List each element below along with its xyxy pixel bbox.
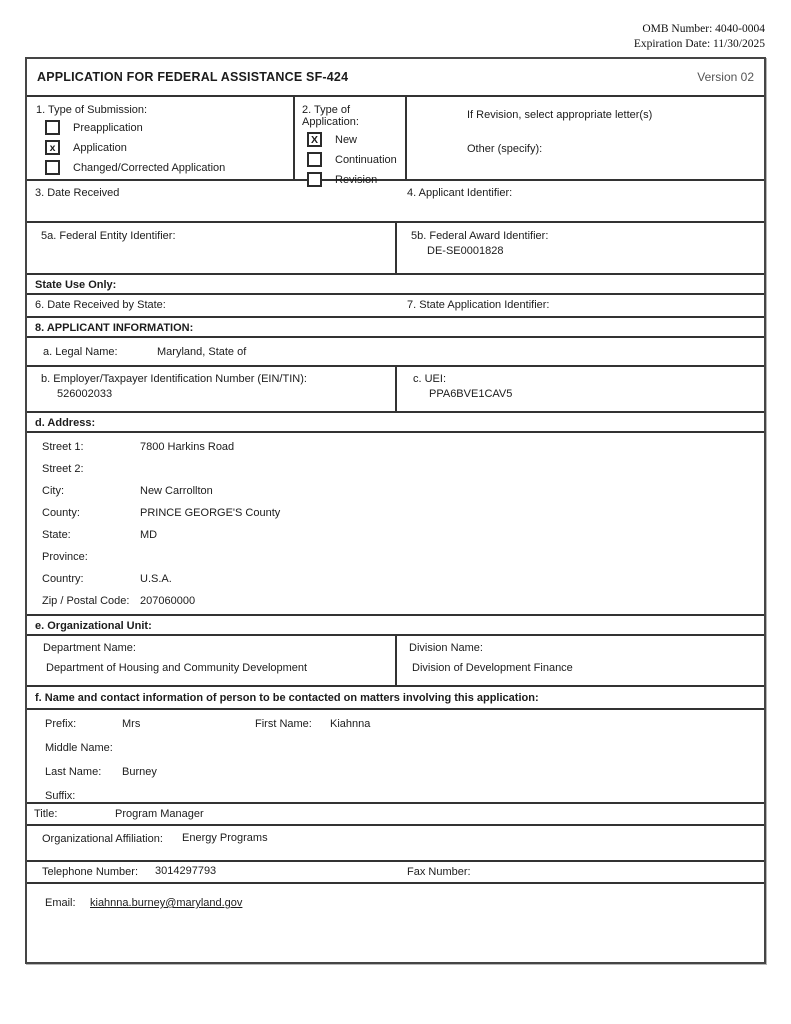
changed-corrected-checkbox[interactable] bbox=[45, 160, 60, 175]
legal-name-row bbox=[27, 338, 764, 367]
country-value[interactable]: U.S.A. bbox=[140, 573, 172, 585]
legal-name-label: a. Legal Name: bbox=[43, 346, 118, 358]
federal-award-identifier-cell[interactable] bbox=[395, 223, 764, 273]
last-name-value[interactable]: Burney bbox=[122, 766, 157, 778]
title-value[interactable]: Program Manager bbox=[115, 808, 204, 820]
uei-value[interactable]: PPA6BVE1CAV5 bbox=[429, 388, 513, 400]
org-affiliation-row bbox=[27, 826, 764, 862]
department-name-value[interactable]: Department of Housing and Community Development bbox=[46, 662, 308, 674]
address-row-country bbox=[27, 573, 764, 595]
county-value[interactable]: PRINCE GEORGE'S County bbox=[140, 507, 281, 519]
revision-label: Revision bbox=[335, 173, 378, 186]
address-row-city bbox=[27, 485, 764, 507]
country-label: Country: bbox=[42, 573, 84, 585]
email-value[interactable]: kiahnna.burney@maryland.gov bbox=[90, 897, 243, 909]
applicant-identifier-label: 4. Applicant Identifier: bbox=[407, 187, 513, 199]
form-title: APPLICATION FOR FEDERAL ASSISTANCE SF-424 bbox=[37, 70, 349, 84]
address-row-province bbox=[27, 551, 764, 573]
date-received-row bbox=[27, 181, 764, 223]
federal-entity-identifier-label: 5a. Federal Entity Identifier: bbox=[41, 230, 176, 242]
first-name-label: First Name: bbox=[255, 718, 312, 730]
division-name-label: Division Name: bbox=[409, 642, 483, 654]
address-row-zip bbox=[27, 595, 764, 617]
date-received-label: 3. Date Received bbox=[35, 187, 120, 199]
telephone-label: Telephone Number: bbox=[42, 866, 139, 878]
state-use-only-header: State Use Only: bbox=[27, 275, 764, 295]
last-name-label: Last Name: bbox=[45, 766, 102, 778]
ein-uei-row bbox=[27, 367, 764, 413]
new-checkbox[interactable]: X bbox=[307, 132, 322, 147]
federal-award-identifier-label: 5b. Federal Award Identifier: bbox=[411, 230, 549, 242]
preapplication-label: Preapplication bbox=[73, 121, 143, 134]
applicant-information-header: 8. APPLICANT INFORMATION: bbox=[27, 318, 764, 338]
division-cell bbox=[395, 636, 764, 685]
application-checkbox[interactable]: x bbox=[45, 140, 60, 155]
state-received-row bbox=[27, 295, 764, 318]
department-cell bbox=[27, 636, 395, 685]
street1-value[interactable]: 7800 Harkins Road bbox=[140, 441, 235, 453]
county-label: County: bbox=[42, 507, 80, 519]
address-header: d. Address: bbox=[27, 413, 764, 433]
address-row-street2 bbox=[27, 463, 764, 485]
omb-number: OMB Number: 4040-0004 bbox=[642, 23, 765, 35]
option-preapplication bbox=[45, 120, 293, 135]
state-value[interactable]: MD bbox=[140, 529, 158, 541]
continuation-label: Continuation bbox=[335, 153, 397, 166]
submission-application-section bbox=[27, 97, 764, 186]
form-title-row bbox=[27, 59, 764, 97]
middle-name-label: Middle Name: bbox=[45, 742, 113, 754]
street2-label: Street 2: bbox=[42, 463, 84, 475]
division-name-value[interactable]: Division of Development Finance bbox=[412, 662, 573, 674]
option-changed-corrected bbox=[45, 160, 293, 175]
street1-label: Street 1: bbox=[42, 441, 84, 453]
state-label: State: bbox=[42, 529, 71, 541]
federal-identifier-row bbox=[27, 223, 764, 275]
address-row-state bbox=[27, 529, 764, 551]
option-new bbox=[307, 132, 405, 147]
ein-label: b. Employer/Taxpayer Identification Number (EIN/TIN): bbox=[41, 373, 307, 385]
ein-value[interactable]: 526002033 bbox=[57, 388, 113, 400]
application-label: Application bbox=[73, 141, 127, 154]
address-row-street1 bbox=[27, 441, 764, 463]
city-value[interactable]: New Carrollton bbox=[140, 485, 213, 497]
title-label: Title: bbox=[34, 808, 58, 820]
revision-note: If Revision, select appropriate letter(s) bbox=[467, 109, 653, 121]
contact-name-block bbox=[27, 710, 764, 804]
org-unit-header: e. Organizational Unit: bbox=[27, 616, 764, 636]
address-row-county bbox=[27, 507, 764, 529]
ein-cell bbox=[27, 367, 395, 411]
phone-fax-row bbox=[27, 862, 764, 884]
type-of-submission-label: 1. Type of Submission: bbox=[36, 104, 148, 116]
date-received-by-state-label: 6. Date Received by State: bbox=[35, 299, 166, 311]
fax-label: Fax Number: bbox=[407, 866, 471, 878]
zip-label: Zip / Postal Code: bbox=[42, 595, 130, 607]
last-name-row bbox=[27, 762, 764, 786]
other-specify-label: Other (specify): bbox=[467, 143, 543, 155]
prefix-label: Prefix: bbox=[45, 718, 77, 730]
prefix-firstname-row bbox=[27, 714, 764, 738]
option-application bbox=[45, 140, 293, 155]
continuation-checkbox[interactable] bbox=[307, 152, 322, 167]
suffix-label: Suffix: bbox=[45, 790, 76, 802]
province-label: Province: bbox=[42, 551, 88, 563]
new-label: New bbox=[335, 133, 358, 146]
zip-value[interactable]: 207060000 bbox=[140, 595, 196, 607]
preapplication-checkbox[interactable] bbox=[45, 120, 60, 135]
contact-header: f. Name and contact information of person to be contacted on matters involving this application: bbox=[27, 687, 764, 710]
address-block bbox=[27, 433, 764, 616]
revision-note-cell bbox=[407, 97, 764, 179]
type-of-application-cell bbox=[295, 97, 407, 186]
email-label: Email: bbox=[45, 897, 76, 909]
expiration-date: Expiration Date: 11/30/2025 bbox=[633, 38, 765, 50]
prefix-value[interactable]: Mrs bbox=[122, 718, 141, 730]
federal-entity-identifier-cell[interactable] bbox=[27, 223, 395, 273]
department-name-label: Department Name: bbox=[43, 642, 136, 654]
middle-name-row bbox=[27, 738, 764, 762]
changed-corrected-label: Changed/Corrected Application bbox=[73, 161, 226, 174]
option-continuation bbox=[307, 152, 405, 167]
uei-cell bbox=[395, 367, 764, 411]
org-affiliation-value[interactable]: Energy Programs bbox=[182, 832, 268, 844]
type-of-application-label: 2. Type of Application: bbox=[302, 104, 359, 128]
contact-title-row bbox=[27, 804, 764, 826]
first-name-value[interactable]: Kiahnna bbox=[330, 718, 371, 730]
omb-info bbox=[634, 22, 765, 52]
telephone-value[interactable]: 3014297793 bbox=[155, 865, 217, 877]
form-version: Version 02 bbox=[697, 70, 754, 84]
org-affiliation-label: Organizational Affiliation: bbox=[42, 833, 163, 845]
department-division-row bbox=[27, 636, 764, 687]
type-of-submission-cell bbox=[27, 97, 295, 179]
federal-award-identifier-value[interactable]: DE-SE0001828 bbox=[427, 245, 504, 257]
sf424-form bbox=[25, 57, 766, 964]
state-application-identifier-label: 7. State Application Identifier: bbox=[407, 299, 550, 311]
legal-name-value[interactable]: Maryland, State of bbox=[157, 346, 247, 358]
email-row bbox=[27, 884, 764, 962]
city-label: City: bbox=[42, 485, 64, 497]
uei-label: c. UEI: bbox=[413, 373, 447, 385]
